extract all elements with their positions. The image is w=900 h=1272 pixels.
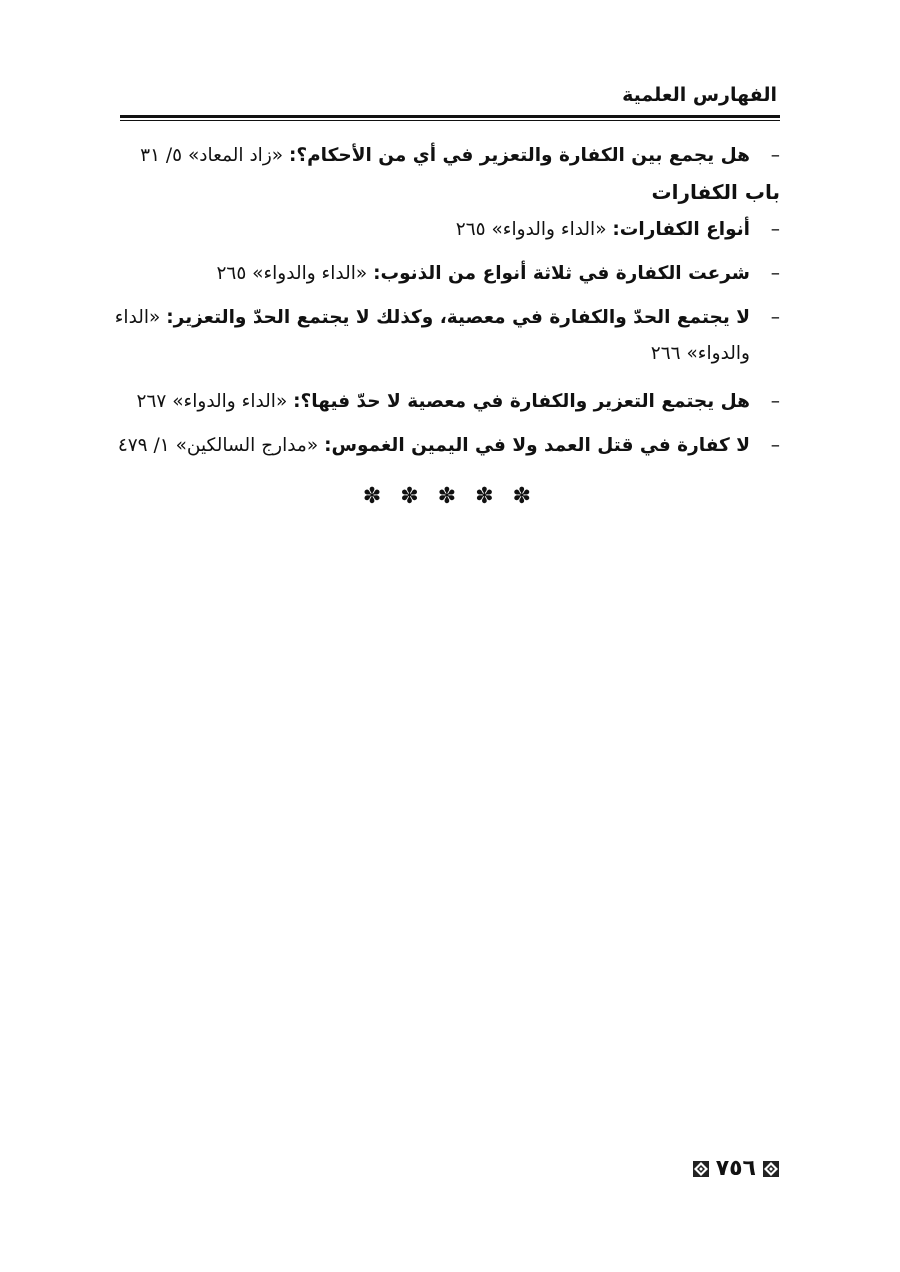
entry-question: لا يجتمع الحدّ والكفارة في معصية، وكذلك لا يجتمع الحدّ والتعزير:: [166, 307, 750, 328]
entry-dash: –: [770, 435, 780, 456]
entry-dash: –: [770, 263, 780, 284]
entry-question: أنواع الكفارات:: [612, 219, 750, 240]
index-entry: [112, 428, 780, 464]
entry-source: «زاد المعاد» ٥/ ٣١: [140, 145, 284, 166]
entry-question: لا كفارة في قتل العمد ولا في اليمين الغموس:: [324, 435, 750, 456]
entry-dash: –: [770, 391, 780, 412]
entry-question: هل يجتمع التعزير والكفارة في معصية لا حدّ فيها؟:: [293, 391, 750, 412]
page-number: ٧٥٦: [715, 1156, 756, 1181]
entry-source: «الداء والدواء» ٢٦٦: [114, 307, 750, 364]
entry-source: «الداء والدواء» ٢٦٥: [455, 219, 607, 240]
entry-text: [216, 263, 750, 284]
index-entry: [112, 384, 780, 420]
entry-dash: –: [770, 219, 780, 240]
running-header: [120, 84, 777, 106]
index-entry: [112, 212, 780, 248]
entry-text: [140, 145, 750, 166]
entry-dash: –: [770, 145, 780, 166]
section-title: باب الكفارات: [651, 180, 780, 204]
entry-text: [456, 219, 750, 240]
index-entry: [112, 300, 780, 372]
entry-source: «مدارج السالكين» ١/ ٤٧٩: [117, 435, 319, 456]
entry-source: «الداء والدواء» ٢٦٥: [216, 263, 368, 284]
index-entry: [112, 138, 780, 174]
header-rule: [120, 115, 780, 118]
entry-question: هل يجمع بين الكفارة والتعزير في أي من الأحكام؟:: [288, 145, 750, 166]
section-divider-stars: [120, 484, 780, 509]
diamond-ornament-icon: [692, 1160, 710, 1178]
entry-text: [115, 307, 750, 364]
index-entry: [112, 256, 780, 292]
entry-question: شرعت الكفارة في ثلاثة أنواع من الذنوب:: [373, 263, 750, 284]
page-number-block: [692, 1156, 780, 1181]
header-rule-thin: [120, 120, 780, 121]
entry-text: [118, 435, 750, 456]
diamond-ornament-icon: [762, 1160, 780, 1178]
entry-dash: –: [770, 307, 780, 328]
entry-text: [137, 391, 750, 412]
entry-source: «الداء والدواء» ٢٦٧: [136, 391, 288, 412]
index-entries: [112, 138, 780, 464]
running-header-title: الفهارس العلمية: [622, 84, 777, 106]
stars-text: ✽ ✽ ✽ ✽ ✽: [362, 484, 538, 509]
